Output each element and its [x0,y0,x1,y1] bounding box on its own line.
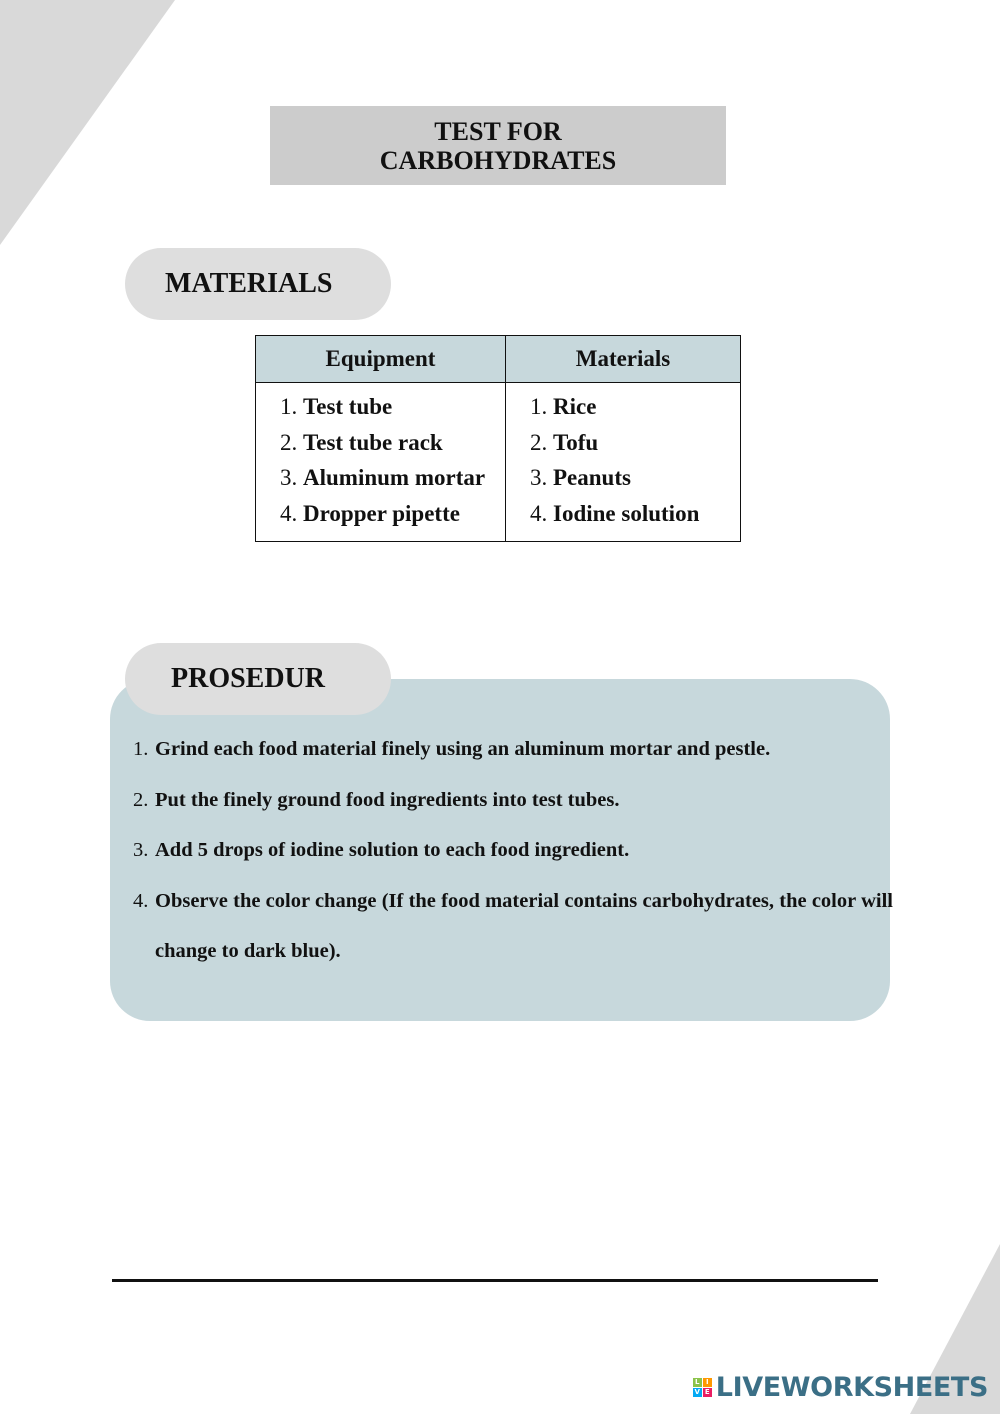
logo-letter: L [693,1378,702,1387]
procedure-heading: PROSEDUR [125,643,391,715]
materials-column-header: Materials [506,336,741,383]
material-item: Tofu [553,429,599,455]
step-number: 2. [133,788,149,811]
list-number: 1. [530,394,548,419]
equipment-column-header: Equipment [256,336,506,383]
list-item [530,496,740,532]
logo-letter: V [694,1388,700,1396]
equipment-item: Test tube rack [303,429,443,455]
materials-heading: MATERIALS [125,248,391,320]
list-number: 4. [530,500,548,526]
step-number: 4. [133,889,149,912]
procedure-steps [133,724,893,977]
page-title [270,106,726,185]
list-number: 2. [530,429,548,455]
list-number: 1. [280,394,298,419]
materials-cell [506,383,741,542]
material-item: Iodine solution [553,500,700,526]
list-item [280,425,505,461]
step-text: Observe the color change (If the food material contains carbohydrates, the color will change to dark blue). [155,889,893,962]
title-line-2: CARBOHYDRATES [379,145,617,175]
list-item [530,389,740,425]
list-number: 3. [530,465,548,490]
list-item [280,460,505,496]
procedure-step [133,876,893,977]
equipment-item: Test tube [303,394,393,419]
list-number: 2. [280,429,298,455]
procedure-step [133,825,893,876]
step-text: Put the finely ground food ingredients into test tubes. [155,788,620,811]
corner-decoration-top [0,0,175,245]
equipment-item: Aluminum mortar [303,465,486,490]
logo-letter: E [703,1388,712,1397]
equipment-list [280,389,505,531]
procedure-step [133,724,893,775]
material-item: Peanuts [553,465,631,490]
material-item: Rice [553,394,597,419]
equipment-item: Dropper pipette [303,500,460,526]
step-text: Grind each food material finely using an aluminum mortar and pestle. [155,738,771,760]
step-number: 3. [133,839,149,861]
materials-table [255,335,741,542]
table-row [256,383,741,542]
brand-footer[interactable] [693,1372,988,1403]
materials-list [530,389,740,531]
title-line-1: TEST FOR [434,116,562,146]
table-header-row [256,336,741,383]
list-number: 3. [280,465,298,490]
liveworksheets-logo-icon [693,1378,712,1397]
list-item [280,389,505,425]
logo-letter: I [703,1378,712,1387]
list-item [530,425,740,461]
list-number: 4. [280,500,298,526]
step-text: Add 5 drops of iodine solution to each food ingredient. [155,839,630,861]
answer-line [112,1279,878,1282]
procedure-step [133,775,893,826]
brand-name: LIVEWORKSHEETS [715,1372,988,1403]
step-number: 1. [133,738,149,760]
list-item [530,460,740,496]
equipment-cell [256,383,506,542]
list-item [280,496,505,532]
